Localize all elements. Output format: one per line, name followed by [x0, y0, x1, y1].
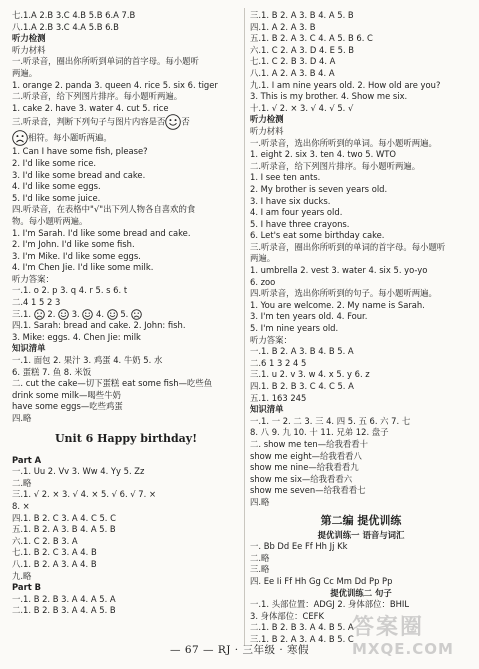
- right-line: 六.1. C 2. A 3. D 4. E 5. B: [250, 44, 355, 55]
- right-line: 四. Ee Ii Ff Hh Gg Cc Mm Dd Pp Pp: [250, 575, 393, 586]
- watermark-logo: [352, 616, 474, 664]
- left-line: 3. I'm Mike. I'd like some eggs.: [12, 250, 141, 261]
- left-line: 五.1. B 2. A 3. B 4. A 5. B: [12, 524, 116, 535]
- right-line: 四.听录音，选出你所听到的句子。每小题听两遍。: [250, 288, 437, 299]
- right-line: 8. 八 9. 九 10. 十 11. 兄弟 12. 盘子: [250, 427, 389, 438]
- left-line: 八.1. B 2. A 3. A 4. B: [12, 558, 97, 569]
- left-line: 物。每小题听两遍。: [12, 215, 88, 226]
- left-line: 三.1. √ 2. × 3. √ 4. × 5. √ 6. √ 7. ×: [12, 489, 156, 500]
- right-line: 4. I am four years old.: [250, 207, 343, 218]
- left-line: 六.1. C 2. B 3. A: [12, 535, 78, 546]
- left-line: 3. Mike: eggs. 4. Chen Jie: milk: [12, 331, 141, 342]
- left-line: 4. I'm Chen Jie. I'd like some milk.: [12, 262, 154, 273]
- left-line: 1. I'm Sarah. I'd like some bread and cake.: [12, 227, 191, 238]
- right-line: 1. You are welcome. 2. My name is Sarah.: [250, 299, 425, 310]
- left-line: 七.1.A 2.B 3.C 4.B 5.B 6.A 7.B: [12, 10, 136, 20]
- left-line: 2. I'm John. I'd like some fish.: [12, 239, 135, 250]
- right-line: 3. I have six ducks.: [250, 195, 331, 206]
- smiley-face-icon: [107, 309, 118, 320]
- right-line: 九.1. I am nine years old. 2. How old are you?: [250, 79, 441, 90]
- sad-face-icon: [131, 309, 142, 320]
- right-line: 听力检测: [250, 114, 284, 125]
- left-line: 8. ×: [12, 500, 30, 511]
- left-column: [12, 10, 240, 617]
- left-line: 听力答案：: [12, 273, 54, 284]
- right-line: 提优训练一 语音与词汇: [317, 529, 405, 540]
- line-text: 3.: [69, 308, 83, 319]
- left-line: Part A: [12, 454, 42, 465]
- right-line: 一. Bb Dd Ee Ff Hh Jj Kk: [250, 541, 348, 552]
- right-line: 二.6 1 3 2 4 5: [250, 357, 307, 368]
- right-line: 四.略: [250, 496, 270, 507]
- right-line: 1. I see ten ants.: [250, 172, 321, 183]
- right-line: 1. eight 2. six 3. ten 4. two 5. WTO: [250, 149, 396, 160]
- watermark-text-bottom: MXQE.COM: [352, 640, 454, 658]
- left-line: 四.略: [12, 413, 32, 423]
- left-line: 4. I'd like some eggs.: [12, 181, 101, 192]
- right-line: 三.1. B 2. A 3. B 4. A 5. B: [250, 10, 354, 20]
- right-line: 3. This is my brother. 4. Show me six.: [250, 91, 408, 102]
- right-line: 知识清单: [250, 404, 284, 415]
- sad-face-icon: [34, 309, 45, 320]
- left-line: 九.略: [12, 570, 32, 581]
- left-line: 二.4 1 5 2 3: [12, 297, 61, 308]
- page-footer: — 67 — RJ · 三年级 · 寒假: [169, 644, 309, 656]
- line-text: 相符。每小题听两遍。: [28, 132, 112, 143]
- left-line: 一.1. o 2. p 3. q 4. r 5. s 6. t: [12, 285, 128, 296]
- left-line: [12, 114, 240, 130]
- column-divider: [244, 8, 245, 646]
- right-line: 四.1. A 2. A 3. B: [250, 21, 316, 32]
- right-line: 七.1. C 2. B 3. D 4. A: [250, 56, 336, 67]
- right-line: 五.1. 163 245: [250, 392, 307, 403]
- left-line: 5. I'd like some juice.: [12, 192, 101, 203]
- left-line: 一.1. Uu 2. Vv 3. Ww 4. Yy 5. Zz: [12, 466, 145, 477]
- right-line: 一.1. 头部位置：ADGJ 2. 身体部位：BHIL: [250, 599, 410, 610]
- line-text: 4.: [93, 308, 107, 319]
- right-line: 二.略: [250, 552, 270, 563]
- right-line: 听力答案：: [250, 334, 292, 345]
- right-line: 二. show me ten—给我看看十: [250, 438, 368, 449]
- right-line: 八.1. A 2. A 3. B 4. A: [250, 67, 335, 78]
- right-line: show me eight—给我看看八: [250, 450, 362, 461]
- line-text: 否: [181, 116, 190, 127]
- smiley-face-icon: [82, 309, 93, 320]
- left-line: 一.听录音，圈出你所听到单词的首字母。每小题听: [12, 56, 199, 67]
- right-line: 1. umbrella 2. vest 3. water 4. six 5. yo-yo: [250, 265, 428, 276]
- left-line: 1. cake 2. have 3. water 4. cut 5. rice: [12, 102, 169, 113]
- right-line: 3. I'm ten years old. 4. Four.: [250, 311, 368, 322]
- sad-face-icon: [12, 130, 28, 146]
- line-text: 5.: [117, 308, 132, 319]
- left-line: 两遍。: [12, 67, 38, 78]
- left-line: 四.1. B 2. C 3. A 4. C 5. C: [12, 512, 116, 523]
- left-line: 6. 蛋糕 7. 鱼 8. 米饭: [12, 366, 92, 377]
- left-line: Part B: [12, 582, 41, 593]
- left-line: 二. cut the cake—切下蛋糕 eat some fish—吃些鱼: [12, 378, 213, 389]
- right-line: 三.听录音，圈出你所听到的单词的首字母。每小题听: [250, 241, 446, 252]
- left-line: 1. Can I have some fish, please?: [12, 146, 148, 157]
- right-line: 听力材料: [250, 125, 284, 136]
- right-line: 5. I'm nine years old.: [250, 323, 339, 334]
- left-line: 知识清单: [12, 343, 46, 354]
- right-line: 5. I have three crayons.: [250, 218, 350, 229]
- right-line: show me seven—给我看看七: [250, 485, 366, 496]
- right-line: show me six—给我看看六: [250, 473, 353, 484]
- right-line: 一.听录音，选出你所听到的单词。每小题听两遍。: [250, 137, 437, 148]
- left-line: [12, 130, 240, 146]
- right-line: 提优训练二 句子: [330, 587, 392, 598]
- line-text: 三.听录音，判断下列句子与图片内容是否: [12, 116, 166, 127]
- left-line: 二.略: [12, 477, 32, 488]
- left-line: have some eggs—吃些鸡蛋: [12, 401, 123, 412]
- right-line: 三.略: [250, 564, 270, 575]
- left-line: [12, 309, 240, 321]
- left-line: 四.1. Sarah: bread and cake. 2. John: fish.: [12, 320, 186, 331]
- right-line: 五.1. B 2. A 3. C 4. A 5. B 6. C: [250, 33, 373, 44]
- right-line: show me nine—给我看看九: [250, 462, 359, 473]
- left-line: 四.听录音，在表格中"√"出下列人物各自喜欢的食: [12, 204, 196, 215]
- line-text: 三.1.: [12, 308, 34, 319]
- right-line: 第二编 提优训练: [320, 513, 402, 527]
- right-line: 两遍。: [250, 253, 276, 264]
- right-line: 四.1. B 2. B 3. C 4. C 5. A: [250, 381, 354, 391]
- left-line: 1. orange 2. panda 3. queen 4. rice 5. six 6. tiger: [12, 79, 218, 90]
- right-line: 2. My brother is seven years old.: [250, 183, 388, 194]
- smiley-face-icon: [165, 114, 181, 130]
- left-line: 七.1. B 2. C 3. A 4. B: [12, 547, 97, 558]
- left-line: 听力检测: [12, 33, 46, 44]
- right-line: 二.1. B 2. B 3. A 4. B 5. A: [250, 622, 354, 633]
- right-line: 6. Let's eat some birthday cake.: [250, 230, 385, 241]
- right-line: 十.1. √ 2. × 3. √ 4. √ 5. √: [250, 102, 354, 113]
- right-line: 3. 身体部位：CEFK: [250, 610, 324, 621]
- left-line: 八.1.A 2.B 3.C 4.A 5.B 6.B: [12, 21, 119, 32]
- watermark-text-top: 答案圈: [352, 615, 425, 640]
- smiley-face-icon: [58, 309, 69, 320]
- left-line: 二.1. B 2. B 3. A 4. A 5. B: [12, 605, 116, 616]
- right-line: 一.1. B 2. A 3. B 4. B 5. A: [250, 346, 354, 357]
- line-text: 2.: [44, 308, 59, 319]
- left-line: 听力材料: [12, 44, 46, 55]
- left-line: drink some milk—喝些牛奶: [12, 389, 121, 400]
- left-line: 2. I'd like some rice.: [12, 157, 97, 168]
- left-line: 一.1. B 2. B 3. A 4. A 5. A: [12, 593, 116, 604]
- left-line: 二.听录音，给下列图片排序。每小题听两遍。: [12, 91, 183, 102]
- right-line: 6. zoo: [250, 276, 276, 287]
- right-line: 三.1. u 2. v 3. w 4. x 5. y 6. z: [250, 369, 370, 380]
- left-line: Unit 6 Happy birthday!: [54, 431, 198, 445]
- right-line: 二.听录音，给下列图片排序。每小题听两遍。: [250, 160, 421, 171]
- right-line: 三.1. B 2. A 3. A 4. B 5. C: [250, 633, 354, 644]
- right-line: 一.1. 一 2. 二 3. 三 4. 四 5. 五 6. 六 7. 七: [250, 415, 411, 426]
- right-column: [250, 10, 472, 645]
- left-line: 3. I'd like some bread and cake.: [12, 169, 146, 180]
- left-line: 一.1. 面包 2. 果汁 3. 鸡蛋 4. 牛奶 5. 水: [12, 355, 163, 366]
